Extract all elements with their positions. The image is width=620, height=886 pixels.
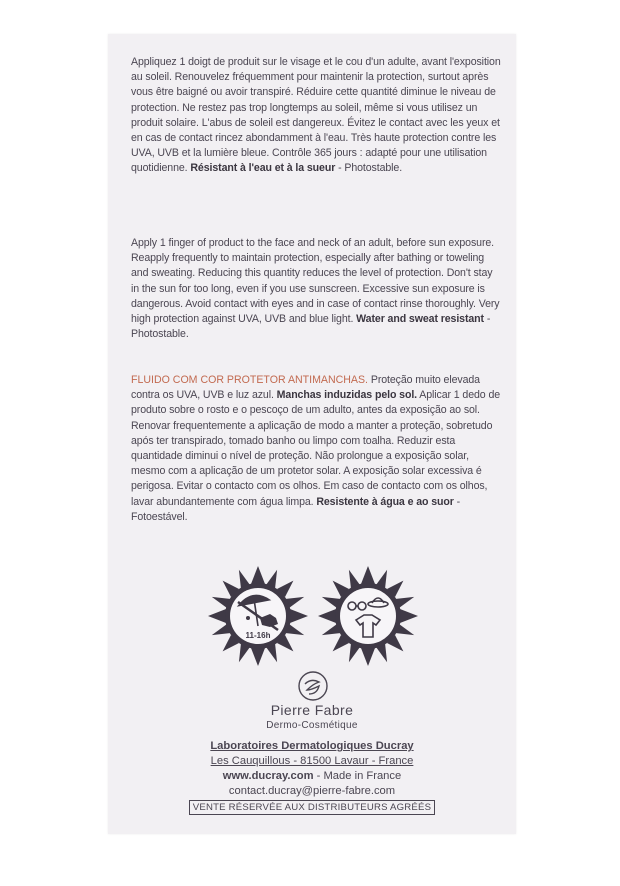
portuguese-photostable: - Fotoestável. (131, 495, 461, 523)
made-in-france: - Made in France (313, 770, 402, 782)
english-resistant: Water and sweat resistant (356, 313, 484, 326)
portuguese-sun-spots: Manchas induzidas pelo sol. (276, 389, 418, 402)
pierre-fabre-logo-icon (297, 670, 329, 702)
sun-beach-umbrella-icon (208, 566, 308, 666)
website-link[interactable]: www.ducray.com (222, 770, 314, 782)
portuguese-title: FLUIDO COM COR PROTETOR ANTIMANCHAS. (131, 374, 369, 386)
brand-name: Pierre Fabre (270, 702, 354, 718)
portuguese-text-1: Proteção muito elevada contra os UVA, UVB e luz azul. (131, 374, 480, 402)
sun-hat-sunglasses-tshirt-icon (318, 566, 418, 666)
distribution-notice: VENTE RÉSERVÉE AUX DISTRIBUTEURS AGRÉÉS (189, 800, 435, 815)
french-text: Appliquez 1 doigt de produit sur le visage et le cou d'un adulte, avant l'exposition au soleil. Renouvelez fréquemment pour maintenir la protection, surtout après vous être baigné ou avoir transpiré. Réduire cette quantité diminue le niveau de protection. Ne restez pas trop longtemps au soleil, même si vous utilisez un produit solaire. L'abus de soleil est dangereux. Évitez le contact avec les yeux et en cas de contact rincez abondamment à l'eau. Très haute protection contre les UVA, UVB et la lumière bleue. Contrôle 365 jours : adapté pour une utilisation quotidienne. (131, 56, 501, 175)
contact-email[interactable]: contact.ducray@pierre-fabre.com (228, 785, 396, 797)
portuguese-text-2: Aplicar 1 dedo de produto sobre o rosto e o pescoço de um adulto, antes da exposição ao sol. Renovar frequentemente a aplicação de modo a manter a proteção, sobretudo após ter transpirado, tomado banho ou limpo com toalha. Reduzir esta quantidade diminui o nível de proteção. Não prolongue a exposição solar, mesmo com a aplicação de um protetor solar. A exposição solar excessiva é perigosa. Evitar o contacto com os olhos. Em caso de contacto com os olhos, lavar abundantemente com água limpa. (131, 389, 501, 508)
sun-hours-label: 11-16h (245, 631, 271, 640)
portuguese-instructions (131, 373, 501, 525)
english-photostable: - Photostable. (131, 313, 491, 341)
english-instructions (131, 236, 501, 342)
company-address: Les Cauquillous - 81500 Lavaur - France (210, 755, 414, 767)
website-line (108, 769, 516, 783)
french-resistant: Résistant à l'eau et à la sueur (190, 162, 336, 175)
french-instructions (131, 55, 501, 177)
distribution-notice-wrap (108, 800, 516, 815)
english-text: Apply 1 finger of product to the face and neck of an adult, before sun exposure. Reapply frequently to maintain protection, especially after bathing or toweling and sweating. Reducing this quantity reduces the level of protection. Don't stay in the sun for too long, even if you use sunscreen. Excessive sun exposure is dangerous. Avoid contact with eyes and in case of contact rinse thoroughly. Very high protection against UVA, UVB and blue light. (131, 237, 500, 326)
brand-subtitle: Dermo-Cosmétique (266, 720, 358, 731)
company-name: Laboratoires Dermatologiques Ducray (210, 740, 414, 752)
portuguese-resistant: Resistente à água e ao suor (316, 495, 454, 508)
french-photostable: - Photostable. (335, 162, 403, 175)
